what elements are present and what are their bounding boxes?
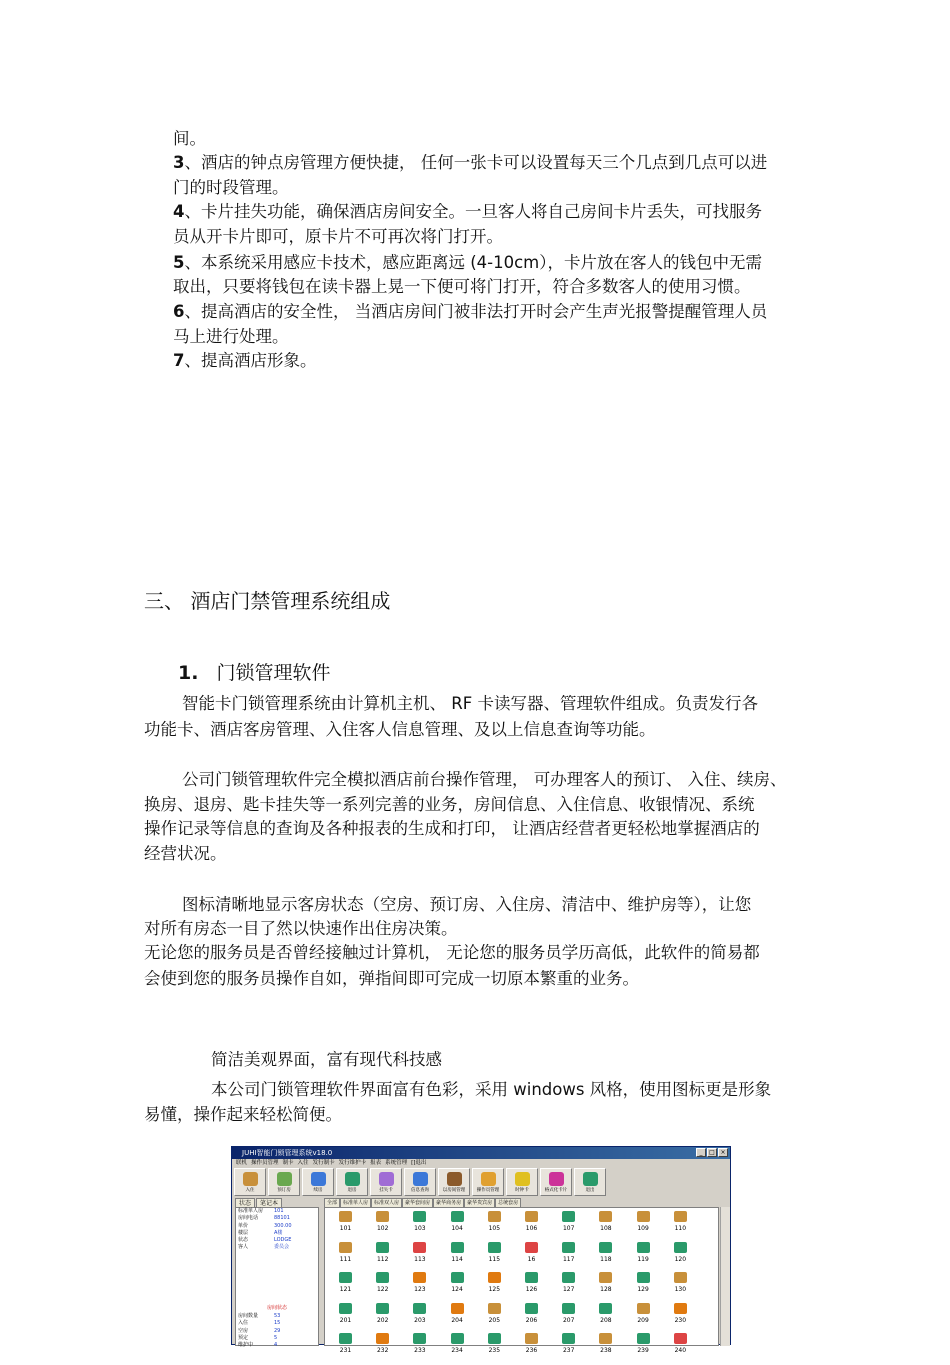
- info-value: 88101: [274, 1215, 290, 1222]
- toolbar-icon: [549, 1172, 564, 1186]
- room-type-tab[interactable]: 豪华套间房: [402, 1198, 433, 1208]
- room-cell[interactable]: [625, 1301, 662, 1335]
- toolbar-icon: [413, 1172, 428, 1186]
- room-number: 16: [527, 1255, 536, 1263]
- room-icon: [339, 1333, 352, 1344]
- toolbar-icon: [515, 1172, 530, 1186]
- toolbar-button[interactable]: [438, 1168, 470, 1196]
- info-key: 楼层: [238, 1229, 249, 1236]
- toolbar-icon: [243, 1172, 258, 1186]
- room-cell[interactable]: [513, 1240, 550, 1274]
- room-number: 126: [525, 1286, 538, 1293]
- body-line: 图标清晰地显示客房状态（空房、预订房、入住房、清洁中、维护房等），让您: [182, 895, 752, 914]
- room-cell[interactable]: [476, 1331, 513, 1365]
- room-cell[interactable]: [625, 1331, 662, 1365]
- close-icon[interactable]: ×: [718, 1148, 728, 1157]
- room-icon: [599, 1211, 612, 1222]
- list-line: [173, 252, 762, 274]
- room-icon: [674, 1242, 687, 1253]
- room-icon: [339, 1242, 352, 1253]
- room-icon: [451, 1303, 464, 1314]
- room-number: 209: [637, 1316, 649, 1324]
- room-number: 201: [339, 1316, 352, 1324]
- status-title: 房间状态: [266, 1305, 287, 1311]
- room-number: 202: [376, 1316, 389, 1324]
- room-icon: [562, 1211, 575, 1222]
- room-icon: [525, 1272, 538, 1283]
- room-cell[interactable]: [587, 1270, 624, 1304]
- room-icon: [376, 1272, 389, 1283]
- room-icon: [413, 1211, 426, 1222]
- list-text: 、提高酒店的安全性， 当酒店房间门被非法打开时会产生声光报警提醒管理人员: [184, 302, 768, 321]
- toolbar-label: 退房: [347, 1188, 357, 1193]
- info-row: [236, 1223, 318, 1230]
- toolbar-button[interactable]: [404, 1168, 436, 1196]
- room-cell[interactable]: [401, 1301, 438, 1335]
- room-icon: [562, 1303, 575, 1314]
- menu-item[interactable]: 发行维护卡: [338, 1160, 367, 1166]
- room-icon: [413, 1333, 426, 1344]
- room-icon: [562, 1333, 575, 1344]
- room-number: 208: [600, 1316, 612, 1324]
- room-icon: [674, 1333, 687, 1344]
- room-icon: [599, 1333, 612, 1344]
- room-icon: [339, 1211, 352, 1222]
- list-text: 马上进行处理。: [173, 327, 289, 346]
- room-cell[interactable]: [513, 1301, 550, 1335]
- room-number: 107: [562, 1225, 575, 1232]
- list-line: [173, 226, 503, 248]
- room-number: 121: [339, 1286, 352, 1293]
- room-icon: [637, 1333, 650, 1344]
- room-number: 104: [451, 1225, 463, 1232]
- room-number: 108: [600, 1225, 612, 1232]
- room-cell[interactable]: [327, 1331, 364, 1365]
- list-line: [173, 128, 206, 150]
- toolbar-label: 入住: [245, 1188, 255, 1193]
- list-line: [173, 350, 316, 372]
- room-icon: [376, 1303, 389, 1314]
- toolbar-label: 操作员管理: [476, 1188, 500, 1193]
- room-cell[interactable]: [439, 1270, 476, 1304]
- room-number: 128: [600, 1286, 612, 1293]
- room-grid: [324, 1207, 719, 1354]
- list-number: 4: [173, 202, 185, 221]
- room-cell[interactable]: [662, 1240, 699, 1274]
- info-key: 空房: [238, 1327, 249, 1334]
- room-number: 103: [414, 1225, 426, 1232]
- room-icon: [376, 1211, 389, 1222]
- body-line: 无论您的服务员是否曾经接触过计算机， 无论您的服务员学历高低，此软件的简易都: [144, 943, 760, 962]
- toolbar-button[interactable]: [506, 1168, 538, 1196]
- room-number: 127: [562, 1286, 575, 1293]
- room-cell[interactable]: [401, 1209, 438, 1243]
- room-cell[interactable]: [587, 1331, 624, 1365]
- room-icon: [599, 1303, 612, 1314]
- room-cell[interactable]: [327, 1240, 364, 1274]
- room-icon: [525, 1242, 538, 1253]
- list-text: 取出，只要将钱包在读卡器上晃一下便可将门打开，符合多数客人的使用习惯。: [173, 277, 751, 296]
- toolbar-button[interactable]: [370, 1168, 402, 1196]
- room-number: 231: [339, 1347, 352, 1354]
- list-number: 6: [173, 302, 185, 321]
- body-line: 智能卡门锁管理系统由计算机主机、 RF 卡读写器、管理软件组成。负责发行各: [182, 694, 758, 713]
- room-number: 234: [451, 1347, 463, 1354]
- body-line: 功能卡、酒店客房管理、入住客人信息管理、及以上信息查询等功能。: [144, 720, 656, 739]
- room-number: 238: [600, 1347, 612, 1354]
- body-line: 会使到您的服务员操作自如，弹指间即可完成一切原本繁重的业务。: [144, 969, 639, 988]
- room-icon: [674, 1303, 687, 1314]
- room-icon: [525, 1333, 538, 1344]
- list-text: 、卡片挂失功能，确保酒店房间安全。一旦客人将自己房间卡片丢失，可找服务: [184, 202, 762, 221]
- info-value: 29: [274, 1327, 281, 1334]
- room-icon: [637, 1211, 650, 1222]
- room-number: 106: [525, 1225, 538, 1232]
- room-info-panel: [235, 1207, 319, 1349]
- room-number: 204: [451, 1316, 463, 1324]
- room-number: 205: [488, 1316, 501, 1324]
- info-key: 房间电话: [238, 1215, 259, 1222]
- room-cell[interactable]: [401, 1331, 438, 1365]
- room-cell[interactable]: [364, 1301, 401, 1335]
- room-info-list: [236, 1208, 318, 1252]
- room-icon: [488, 1211, 501, 1222]
- info-key: 客人: [238, 1244, 249, 1251]
- room-icon: [525, 1303, 538, 1314]
- list-line: [173, 301, 767, 323]
- room-number: 105: [488, 1225, 501, 1232]
- room-icon: [562, 1272, 575, 1283]
- list-line: [173, 152, 767, 174]
- room-icon: [674, 1272, 687, 1283]
- body-line: 简洁美观界面，富有现代科技感: [211, 1050, 442, 1069]
- toolbar-icon: [311, 1172, 326, 1186]
- room-icon: [451, 1333, 464, 1344]
- toolbar-label: 退出: [585, 1188, 595, 1193]
- body-line: 经营状况。: [144, 844, 227, 863]
- toolbar-button[interactable]: [268, 1168, 300, 1196]
- room-number: 124: [451, 1286, 463, 1293]
- info-value: 101: [274, 1208, 284, 1214]
- room-cell[interactable]: [587, 1301, 624, 1335]
- room-cell[interactable]: [550, 1209, 587, 1243]
- info-row: [236, 1313, 318, 1320]
- room-icon: [525, 1211, 538, 1222]
- room-cell[interactable]: [364, 1209, 401, 1243]
- list-number: 7: [173, 351, 185, 370]
- room-cell[interactable]: [439, 1301, 476, 1335]
- info-row: [236, 1215, 318, 1222]
- room-icon: [451, 1242, 464, 1253]
- room-cell[interactable]: [625, 1270, 662, 1304]
- room-number: 237: [562, 1347, 575, 1354]
- room-number: 102: [376, 1225, 389, 1232]
- list-line: [173, 177, 289, 199]
- room-cell[interactable]: [662, 1209, 699, 1243]
- body-line: 本公司门锁管理软件界面富有色彩，采用 windows 风格，使用图标更是形象: [211, 1080, 772, 1099]
- toolbar-button[interactable]: [472, 1168, 504, 1196]
- info-value: 4: [274, 1342, 278, 1349]
- room-number: 109: [637, 1225, 649, 1232]
- minimize-icon[interactable]: _: [696, 1148, 706, 1157]
- list-line: [173, 201, 762, 223]
- room-cell[interactable]: [476, 1301, 513, 1335]
- subsection-title: 门锁管理软件: [216, 662, 331, 684]
- info-key: 入住: [238, 1320, 249, 1327]
- room-icon: [488, 1272, 501, 1283]
- info-key: 标准单人房: [238, 1208, 264, 1214]
- info-key: 单价: [238, 1222, 249, 1229]
- toolbar-icon: [277, 1172, 292, 1186]
- room-number: 129: [637, 1286, 649, 1293]
- room-number: 117: [562, 1255, 575, 1263]
- room-icon: [599, 1242, 612, 1253]
- room-cell[interactable]: [439, 1331, 476, 1365]
- list-line: [173, 276, 751, 298]
- info-key: 预定: [238, 1334, 249, 1341]
- info-value: 300.00: [274, 1222, 292, 1229]
- room-cell[interactable]: [550, 1270, 587, 1304]
- list-number: 5: [173, 253, 185, 272]
- menu-item[interactable]: 报表: [370, 1160, 382, 1166]
- left-tabs: [235, 1198, 283, 1207]
- room-number: 203: [414, 1316, 426, 1324]
- room-type-tab[interactable]: 全部: [324, 1198, 340, 1208]
- room-icon: [674, 1211, 687, 1222]
- room-icon: [637, 1272, 650, 1283]
- room-number: 118: [600, 1255, 612, 1263]
- toolbar-button[interactable]: [302, 1168, 334, 1196]
- room-icon: [637, 1242, 650, 1253]
- room-cell[interactable]: [662, 1301, 699, 1335]
- room-icon: [376, 1242, 389, 1253]
- room-cell[interactable]: [327, 1270, 364, 1304]
- room-type-tab[interactable]: 标准双人房: [371, 1198, 402, 1208]
- room-cell[interactable]: [625, 1209, 662, 1243]
- info-value: 53: [274, 1313, 281, 1319]
- room-icon: [562, 1242, 575, 1253]
- toolbar-button[interactable]: [234, 1168, 266, 1196]
- menu-item[interactable]: 操作员管理: [251, 1160, 279, 1166]
- menu-bar: [232, 1159, 730, 1168]
- room-number: 113: [414, 1255, 426, 1263]
- room-icon: [488, 1303, 501, 1314]
- room-number: 130: [674, 1286, 687, 1293]
- room-cell[interactable]: [587, 1240, 624, 1274]
- room-cell[interactable]: [476, 1209, 513, 1243]
- body-line: 对所有房态一目了然以快速作出住房决策。: [144, 919, 458, 938]
- room-type-tab[interactable]: 豪华商务房: [433, 1198, 464, 1208]
- room-icon: [339, 1303, 352, 1314]
- room-number: 123: [414, 1286, 426, 1293]
- window-titlebar: [232, 1147, 730, 1159]
- list-text: 员从开卡片即可，原卡片不可再次将门打开。: [173, 227, 503, 246]
- room-cell[interactable]: [327, 1209, 364, 1243]
- status-stats: [236, 1313, 318, 1349]
- room-cell[interactable]: [625, 1240, 662, 1274]
- toolbar-button[interactable]: [540, 1168, 572, 1196]
- info-key: 维护中: [238, 1342, 254, 1349]
- room-icon: [376, 1333, 389, 1344]
- room-number: 122: [376, 1286, 389, 1293]
- toolbar-button[interactable]: [574, 1168, 606, 1196]
- toolbar-label: 续房: [313, 1188, 323, 1193]
- toolbar-icon: [583, 1172, 598, 1186]
- room-icon: [339, 1272, 352, 1283]
- room-cell[interactable]: [439, 1209, 476, 1243]
- room-number: 125: [488, 1286, 501, 1293]
- info-value: LODGE: [274, 1237, 292, 1244]
- list-text: 、本系统采用感应卡技术，感应距离远 (4-10cm），卡片放在客人的钱包中无需: [184, 253, 763, 272]
- info-row: [236, 1244, 318, 1251]
- room-cell[interactable]: [476, 1270, 513, 1304]
- room-number: 207: [562, 1316, 575, 1324]
- room-number: 119: [637, 1255, 649, 1263]
- info-key: 房间数量: [238, 1313, 259, 1319]
- body-line: 操作记录等信息的查询及各种报表的生成和打印， 让酒店经营者更轻松地掌握酒店的: [144, 819, 760, 838]
- room-icon: [413, 1272, 426, 1283]
- info-row: [236, 1320, 318, 1327]
- room-number: 114: [451, 1255, 463, 1263]
- room-icon: [413, 1242, 426, 1253]
- window-title: JUHI智能门锁管理系统v18.0: [242, 1149, 333, 1157]
- body-line: 易懂，操作起来轻松简便。: [144, 1105, 342, 1124]
- room-cell[interactable]: [513, 1331, 550, 1365]
- room-number: 235: [488, 1347, 501, 1354]
- room-cell[interactable]: [364, 1270, 401, 1304]
- info-value: 委员会: [274, 1244, 290, 1251]
- info-row: [236, 1328, 318, 1335]
- room-icon: [488, 1242, 501, 1253]
- room-type-tab[interactable]: 标准单人房: [340, 1198, 371, 1208]
- room-icon: [451, 1211, 464, 1222]
- info-value: 15: [274, 1320, 281, 1327]
- toolbar-label: 时钟卡: [515, 1188, 529, 1193]
- toolbar-icon: [379, 1172, 394, 1186]
- menu-item[interactable]: []退出: [411, 1160, 427, 1166]
- room-cell[interactable]: [476, 1240, 513, 1274]
- menu-item[interactable]: 联机: [236, 1160, 248, 1166]
- room-number: 230: [674, 1316, 687, 1324]
- room-type-tab[interactable]: 总统套房: [495, 1198, 521, 1208]
- room-cell[interactable]: [401, 1270, 438, 1304]
- room-number: 112: [376, 1255, 389, 1263]
- room-number: 101: [339, 1225, 352, 1232]
- list-number: 3: [173, 153, 185, 172]
- info-row: [236, 1230, 318, 1237]
- list-text: 、酒店的钟点房管理方便快捷， 任何一张卡可以设置每天三个几点到几点可以进: [184, 153, 768, 172]
- body-line: 换房、退房、匙卡挂失等一系列完善的业务，房间信息、入住信息、收银情况、系统: [144, 795, 755, 814]
- room-cell[interactable]: [364, 1240, 401, 1274]
- room-cell[interactable]: [550, 1301, 587, 1335]
- room-type-tabs: [324, 1198, 521, 1207]
- list-text: 间。: [173, 129, 206, 148]
- menu-item[interactable]: 发行制卡: [312, 1160, 335, 1166]
- room-icon: [451, 1272, 464, 1283]
- tab[interactable]: 状态: [235, 1198, 255, 1208]
- menu-item[interactable]: 系统管理: [385, 1160, 408, 1166]
- scrollbar[interactable]: [720, 1207, 730, 1346]
- toolbar-label: 信息查询: [411, 1188, 429, 1193]
- room-cell[interactable]: [513, 1270, 550, 1304]
- room-number: 232: [376, 1347, 389, 1354]
- toolbar-icon: [447, 1172, 462, 1186]
- room-cell[interactable]: [587, 1209, 624, 1243]
- section-heading: 三、 酒店门禁管理系统组成: [144, 589, 391, 613]
- menu-item[interactable]: 入住: [297, 1160, 309, 1166]
- info-row: [236, 1342, 318, 1349]
- room-number: 111: [339, 1255, 352, 1263]
- info-value: 5: [274, 1334, 278, 1341]
- room-cell[interactable]: [550, 1331, 587, 1365]
- room-number: 115: [488, 1255, 501, 1263]
- subsection-heading: [178, 658, 331, 685]
- room-icon: [413, 1303, 426, 1314]
- tab[interactable]: 笔记本: [256, 1198, 282, 1208]
- subsection-number: 1.: [178, 662, 199, 684]
- room-number: 236: [525, 1347, 538, 1354]
- toolbar-label: 格式化卡片: [544, 1188, 568, 1193]
- info-value: A楼: [274, 1229, 283, 1236]
- menu-item[interactable]: 制卡: [282, 1160, 294, 1166]
- room-cell[interactable]: [364, 1331, 401, 1365]
- room-type-tab[interactable]: 豪华贵宾房: [464, 1198, 495, 1208]
- body-line: 公司门锁管理软件完全模拟酒店前台操作管理， 可办理客人的预订、 入住、续房、: [182, 770, 787, 789]
- room-number: 233: [414, 1347, 426, 1354]
- toolbar-label: 挂失卡: [379, 1188, 393, 1193]
- maximize-icon[interactable]: □: [707, 1148, 717, 1157]
- room-cell[interactable]: [550, 1240, 587, 1274]
- room-cell[interactable]: [662, 1270, 699, 1304]
- room-number: 120: [674, 1255, 687, 1263]
- list-text: 、提高酒店形象。: [184, 351, 317, 370]
- toolbar-label: 预订房: [277, 1188, 291, 1193]
- toolbar-button[interactable]: [336, 1168, 368, 1196]
- room-number: 239: [637, 1347, 649, 1354]
- room-cell[interactable]: [401, 1240, 438, 1274]
- room-icon: [637, 1303, 650, 1314]
- toolbar-label: 以房间管理: [442, 1188, 466, 1193]
- room-number: 206: [525, 1316, 538, 1324]
- info-key: 状态: [238, 1237, 249, 1244]
- room-cell[interactable]: [439, 1240, 476, 1274]
- list-line: [173, 326, 289, 348]
- room-number: 110: [674, 1225, 687, 1232]
- room-cell[interactable]: [662, 1331, 699, 1365]
- room-cell[interactable]: [327, 1301, 364, 1335]
- room-number: 240: [674, 1347, 687, 1354]
- list-text: 门的时段管理。: [173, 178, 289, 197]
- room-cell[interactable]: [513, 1209, 550, 1243]
- toolbar-icon: [481, 1172, 496, 1186]
- toolbar-icon: [345, 1172, 360, 1186]
- software-screenshot: [231, 1146, 731, 1354]
- room-icon: [599, 1272, 612, 1283]
- room-icon: [488, 1333, 501, 1344]
